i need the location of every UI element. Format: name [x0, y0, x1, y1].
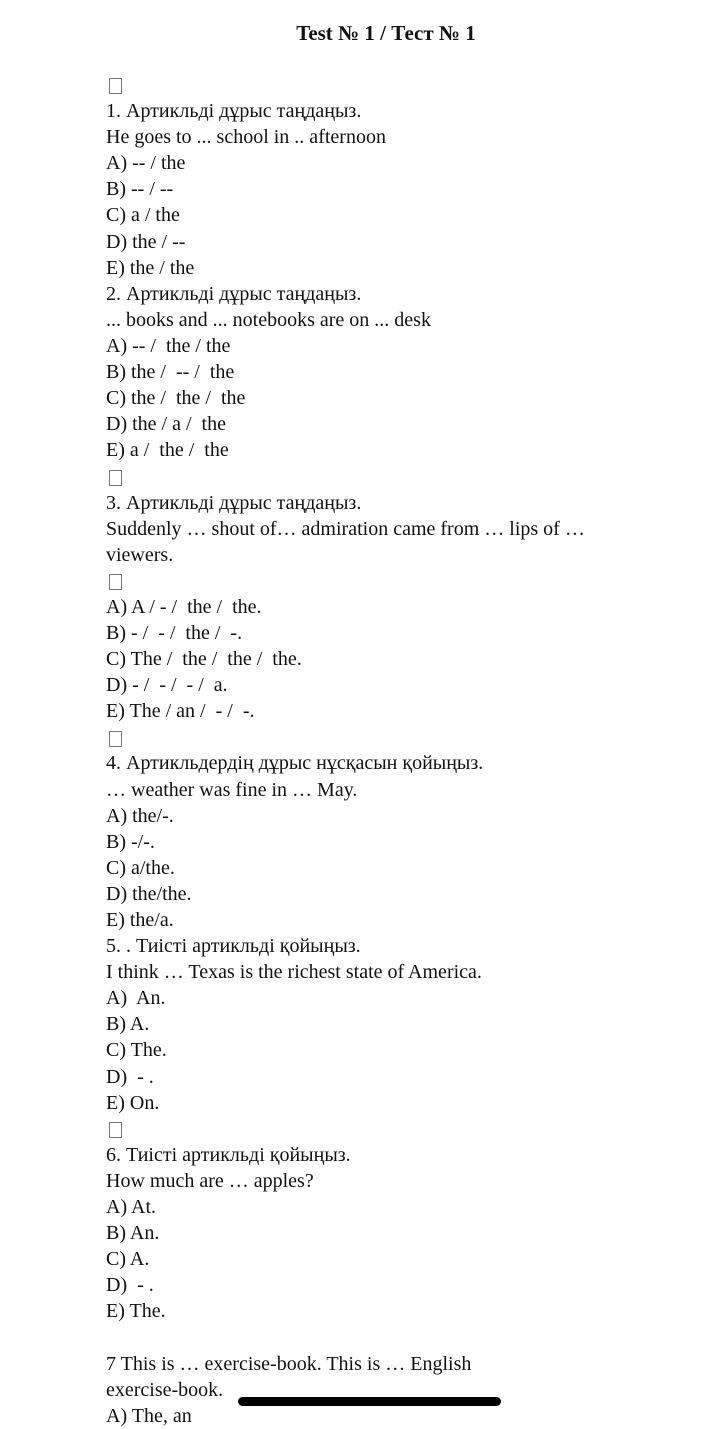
placeholder-box [106, 724, 666, 750]
text-line: 2. Артикльді дұрыс таңдаңыз. [106, 282, 362, 305]
text-line: C) A. [106, 1248, 150, 1271]
text-line: B) - / - / the / -. [106, 621, 243, 644]
text-line: E) the / the [106, 256, 195, 279]
text-line: B) A. [106, 1013, 150, 1036]
text-line: E) The. [106, 1300, 166, 1323]
placeholder-box [106, 463, 666, 489]
placeholder-box [106, 568, 666, 594]
missing-glyph-icon [109, 1122, 122, 1138]
text-line: C) a / the [106, 204, 180, 227]
text-line: A) the/-. [106, 804, 174, 827]
text-line: 6. Тиісті артикльді қойыңыз. [106, 1143, 351, 1166]
text-line: A) The, an [106, 1404, 192, 1427]
text-line: D) the / a / the [106, 413, 226, 436]
text-line: D) the/the. [106, 882, 192, 905]
text-line: D) the / -- [106, 230, 186, 253]
home-indicator[interactable] [238, 1397, 501, 1406]
text-line: C) The / the / the / the. [106, 648, 302, 671]
text-line: He goes to ... school in .. afternoon [106, 126, 386, 149]
text-line: … weather was fine in … May. [106, 778, 358, 801]
text-line: How much are … apples? [106, 1169, 314, 1192]
text-line: E) a / the / the [106, 439, 229, 462]
missing-glyph-icon [109, 731, 122, 747]
text-line: D) - / - / - / a. [106, 674, 228, 697]
blank-line [106, 1325, 666, 1351]
placeholder-box [106, 1116, 666, 1142]
test-content [106, 72, 666, 1429]
missing-glyph-icon [109, 470, 122, 486]
text-line: D) - . [106, 1065, 154, 1088]
text-line: 5. . Тиісті артикльді қойыңыз. [106, 935, 361, 958]
text-line: ... books and ... notebooks are on ... desk [106, 308, 431, 331]
text-line: 3. Артикльді дұрыс таңдаңыз. [106, 491, 362, 514]
missing-glyph-icon [109, 574, 122, 590]
missing-glyph-icon [109, 78, 122, 94]
text-line: 1. Артикльді дұрыс таңдаңыз. [106, 100, 362, 123]
text-line: exercise-book. [106, 1378, 224, 1401]
text-line: Suddenly … shout of… admiration came from … lips of … [106, 517, 585, 540]
text-line: A) -- / the [106, 152, 186, 175]
text-line: B) An. [106, 1222, 160, 1245]
text-line: A) An. [106, 987, 166, 1010]
text-line: A) -- / the / the [106, 334, 231, 357]
text-line: B) -- / -- [106, 178, 174, 201]
text-line: C) The. [106, 1039, 167, 1062]
text-line: C) a/the. [106, 856, 175, 879]
text-line: A) At. [106, 1196, 156, 1219]
text-line: B) -/-. [106, 830, 155, 853]
text-line: 7 This is … exercise-book. This is … English [106, 1352, 472, 1375]
text-line: A) A / - / the / the. [106, 595, 262, 618]
text-line: B) the / -- / the [106, 361, 235, 384]
text-line: D) - . [106, 1274, 154, 1297]
text-line: E) The / an / - / -. [106, 700, 255, 723]
text-line: viewers. [106, 543, 174, 566]
text-line: E) On. [106, 1091, 160, 1114]
text-line: C) the / the / the [106, 387, 246, 410]
text-line: I think … Texas is the richest state of America. [106, 961, 482, 984]
page-title: Test № 1 / Тест № 1 [296, 21, 476, 45]
text-line: E) the/a. [106, 909, 174, 931]
text-line: 4. Артикльдердің дұрыс нұсқасын қойыңыз. [106, 752, 484, 775]
placeholder-box [106, 72, 666, 98]
